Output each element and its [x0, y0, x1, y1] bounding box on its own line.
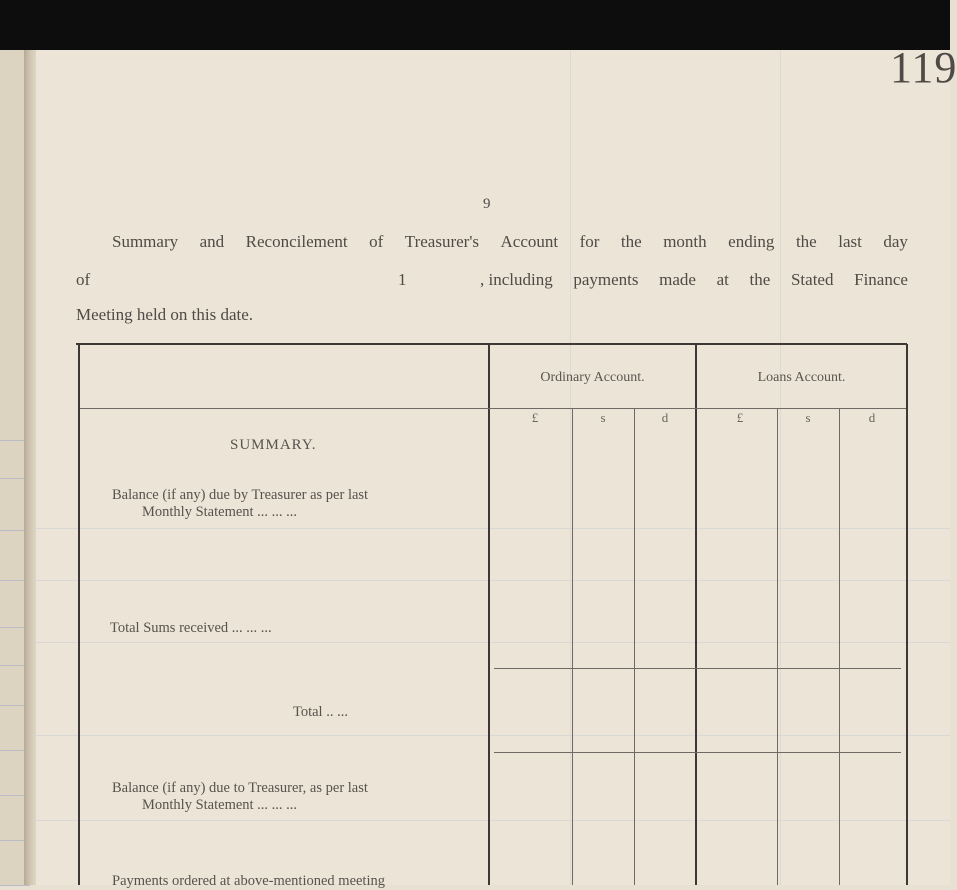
paper-rule: [36, 580, 950, 581]
ordinary-d-column-line: [634, 409, 635, 885]
heading-word: at: [716, 270, 729, 289]
heading-word: the: [795, 232, 817, 251]
row-payments-ordered: Payments ordered at above-mentioned meeting: [112, 873, 385, 889]
heading-word: month: [663, 232, 707, 251]
page-number: 9: [483, 196, 491, 212]
shillings-label: s: [600, 410, 606, 425]
heading-word: of: [369, 232, 384, 251]
loans-s-column-line: [777, 409, 778, 885]
pounds-label: £: [531, 410, 539, 425]
heading-of: of: [76, 270, 91, 289]
pence-label: d: [661, 410, 669, 425]
ordinary-s-column-line: [572, 409, 573, 885]
paper-rule-vertical: [570, 50, 571, 885]
loans-d-column-line: [839, 409, 840, 885]
row-balance-due-by-line2: Monthly Statement ... ... ...: [142, 504, 298, 520]
table-top-border: [76, 343, 907, 345]
heading-line-2: [480, 270, 908, 290]
paper-rule: [36, 528, 950, 529]
heading-word: Account: [500, 232, 559, 251]
heading-word: Summary: [112, 232, 179, 251]
heading-word: for: [579, 232, 600, 251]
row-balance-due-to-line2: Monthly Statement ... ... ...: [142, 797, 298, 813]
scan-top-border: [0, 0, 950, 50]
ledger-page: [36, 50, 950, 885]
paper-rule: [36, 642, 950, 643]
ordinary-account-header: Ordinary Account.: [540, 370, 645, 385]
heading-word: made: [659, 270, 696, 289]
heading-word: Stated: [790, 270, 834, 289]
heading-word: the: [620, 232, 642, 251]
heading-word: day: [883, 232, 908, 251]
heading-line-1: [112, 232, 908, 252]
header-bottom-rule: [80, 408, 906, 409]
heading-line-3: Meeting held on this date.: [76, 305, 254, 324]
heading-word: ending: [728, 232, 775, 251]
loans-account-header: Loans Account.: [757, 370, 846, 385]
heading-year-blank: 1: [398, 270, 407, 289]
pence-label: d: [868, 410, 876, 425]
heading-word: payments: [573, 270, 639, 289]
row-total: Total .. ...: [293, 704, 348, 720]
paper-rule: [36, 820, 950, 821]
heading-word: last: [838, 232, 862, 251]
heading-word: Treasurer's: [404, 232, 479, 251]
heading-word: the: [749, 270, 771, 289]
heading-word: , including: [480, 270, 553, 289]
total-lower-rule: [494, 752, 901, 753]
heading-word: Reconcilement: [245, 232, 348, 251]
summary-title: SUMMARY.: [230, 437, 317, 453]
table-left-border: [78, 344, 80, 885]
pounds-label: £: [736, 410, 744, 425]
row-total-received: Total Sums received ... ... ...: [110, 620, 272, 636]
table-divider-accounts: [695, 344, 697, 885]
row-balance-due-to-line1: Balance (if any) due to Treasurer, as per last: [112, 780, 368, 796]
table-right-border: [906, 344, 908, 885]
row-balance-due-by-line1: Balance (if any) due by Treasurer as per last: [112, 487, 369, 503]
heading-word: Finance: [854, 270, 908, 289]
heading-word: and: [199, 232, 225, 251]
folio-number: 119: [890, 43, 957, 92]
shillings-label: s: [805, 410, 811, 425]
table-divider-label: [488, 344, 490, 885]
paper-rule: [36, 735, 950, 736]
total-upper-rule: [494, 668, 901, 669]
paper-rule-vertical: [780, 50, 781, 885]
